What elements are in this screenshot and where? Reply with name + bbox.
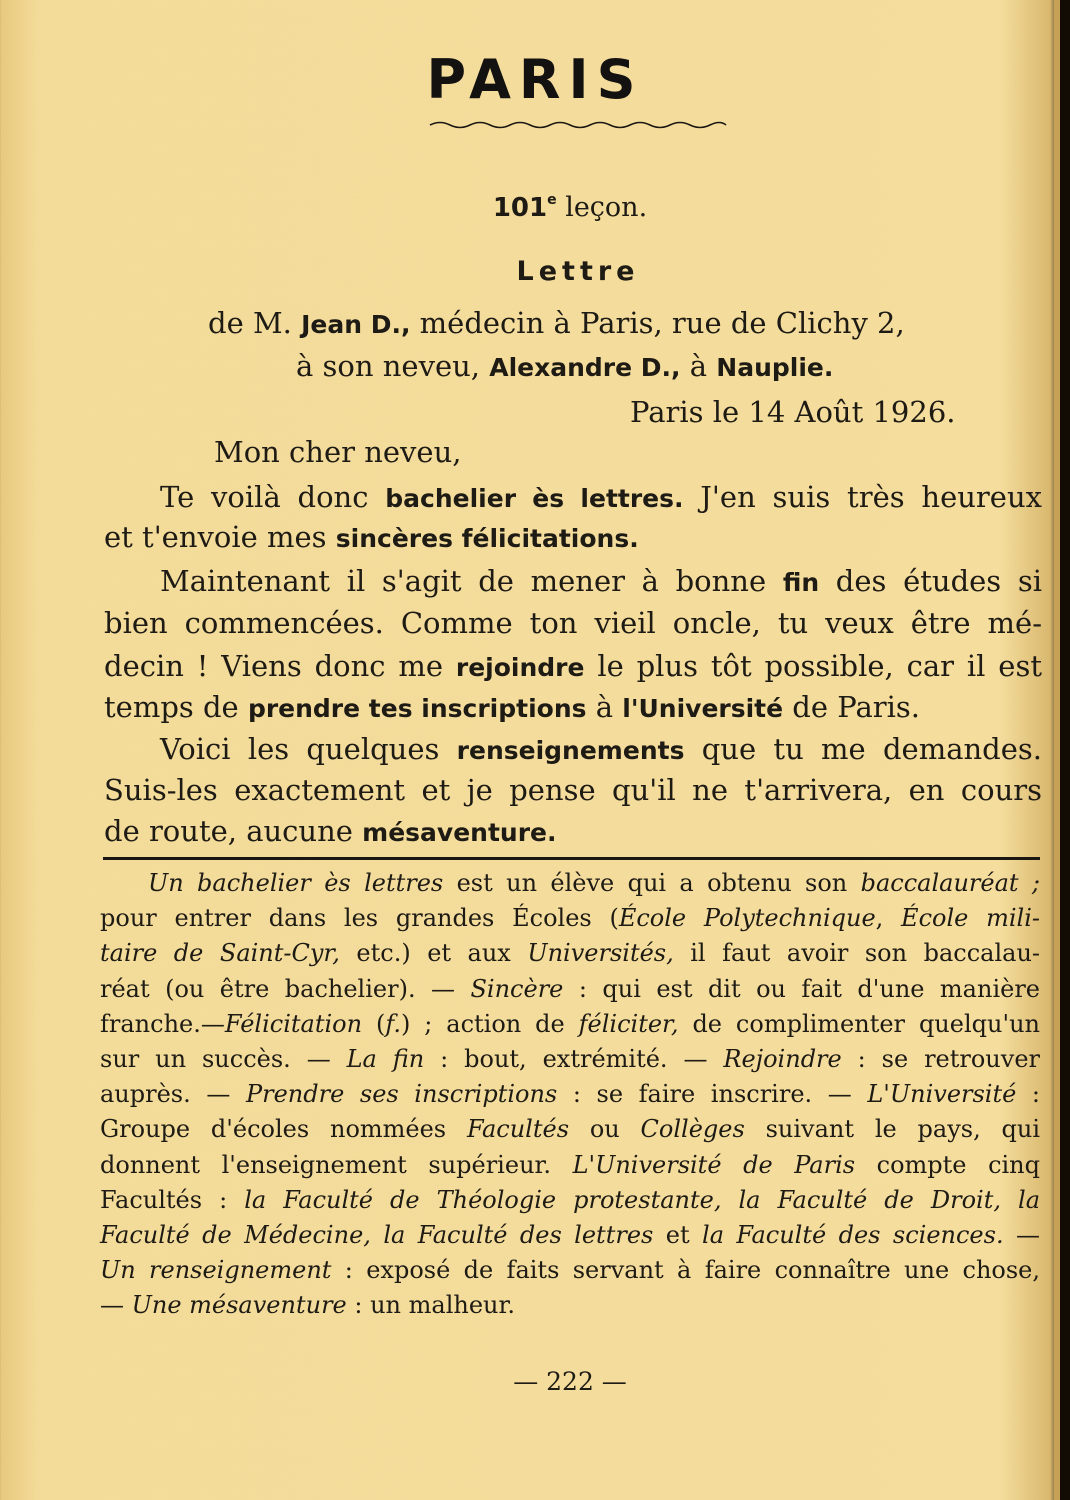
glossary-line: auprès. — Prendre ses inscriptions : se faire inscrire. — L'Université : <box>100 1080 1041 1109</box>
glossary-line: Un bachelier ès lettres est un élève qui a obtenu son baccalauréat ; <box>148 869 1040 897</box>
letter-line: Suis-les exactement et je pense qu'il ne t'arrivera, en cours <box>104 773 1042 807</box>
glossary-line: réat (ou être bachelier). — Sincère : qui est dit ou fait d'une manière <box>100 974 1041 1003</box>
letter-date: Paris le 14 Août 1926. <box>630 395 956 429</box>
glossary-line: — Une mésaventure : un malheur. <box>100 1291 515 1320</box>
glossary <box>100 866 1040 1323</box>
glossary-line: franche.—Félicitation (f.) ; action de féliciter, de complimenter quelqu'un <box>100 1009 1040 1038</box>
page-title: PARIS <box>426 48 644 111</box>
letter-line: Voici les quelques renseignements que tu me demandes. <box>160 732 1042 766</box>
sender-line: de M. Jean D., médecin à Paris, rue de Clichy 2, <box>208 306 905 340</box>
letter-line: et t'envoie mes sincères félicitations. <box>104 520 639 554</box>
letter-line: bien commencées. Comme ton vieil oncle, tu veux être mé- <box>104 606 1042 640</box>
letter-line: decin ! Viens donc me rejoindre le plus tôt possible, car il est <box>104 649 1042 683</box>
book-edge <box>1060 0 1070 1500</box>
glossary-line: Facultés : la Faculté de Théologie protestante, la Faculté de Droit, la <box>100 1185 1040 1214</box>
glossary-line: sur un succès. — La fin : bout, extrémité. — Rejoindre : se retrouver <box>100 1044 1041 1073</box>
page-number: — 222 — <box>513 1367 627 1396</box>
glossary-line: pour entrer dans les grandes Écoles (École Polytechnique, École mili- <box>100 904 1040 933</box>
ornamental-rule <box>428 118 728 132</box>
letter-line: de route, aucune mésaventure. <box>104 814 557 848</box>
glossary-line: Groupe d'écoles nommées Facultés ou Collèges suivant le pays, qui <box>100 1115 1040 1144</box>
lesson-number: 101e leçon. <box>492 192 648 223</box>
salutation: Mon cher neveu, <box>214 435 462 469</box>
letter-line: temps de prendre tes inscriptions à l'Université de Paris. <box>104 690 920 724</box>
glossary-line: Un renseignement : exposé de faits servant à faire connaître une chose, <box>100 1256 1041 1285</box>
letter-heading: Lettre <box>516 256 640 287</box>
letter-line: Te voilà donc bachelier ès lettres. J'en suis très heureux <box>160 480 1042 514</box>
section-divider <box>103 857 1040 860</box>
recipient-line: à son neveu, Alexandre D., à Nauplie. <box>296 349 834 383</box>
glossary-line: Faculté de Médecine, la Faculté des lettres et la Faculté des sciences. — <box>100 1220 1040 1249</box>
letter-line: Maintenant il s'agit de mener à bonne fin des études si <box>160 564 1042 598</box>
glossary-line: donnent l'enseignement supérieur. L'Université de Paris compte cinq <box>100 1150 1041 1179</box>
glossary-line: taire de Saint-Cyr, etc.) et aux Universités, il faut avoir son baccalau- <box>100 939 1041 968</box>
